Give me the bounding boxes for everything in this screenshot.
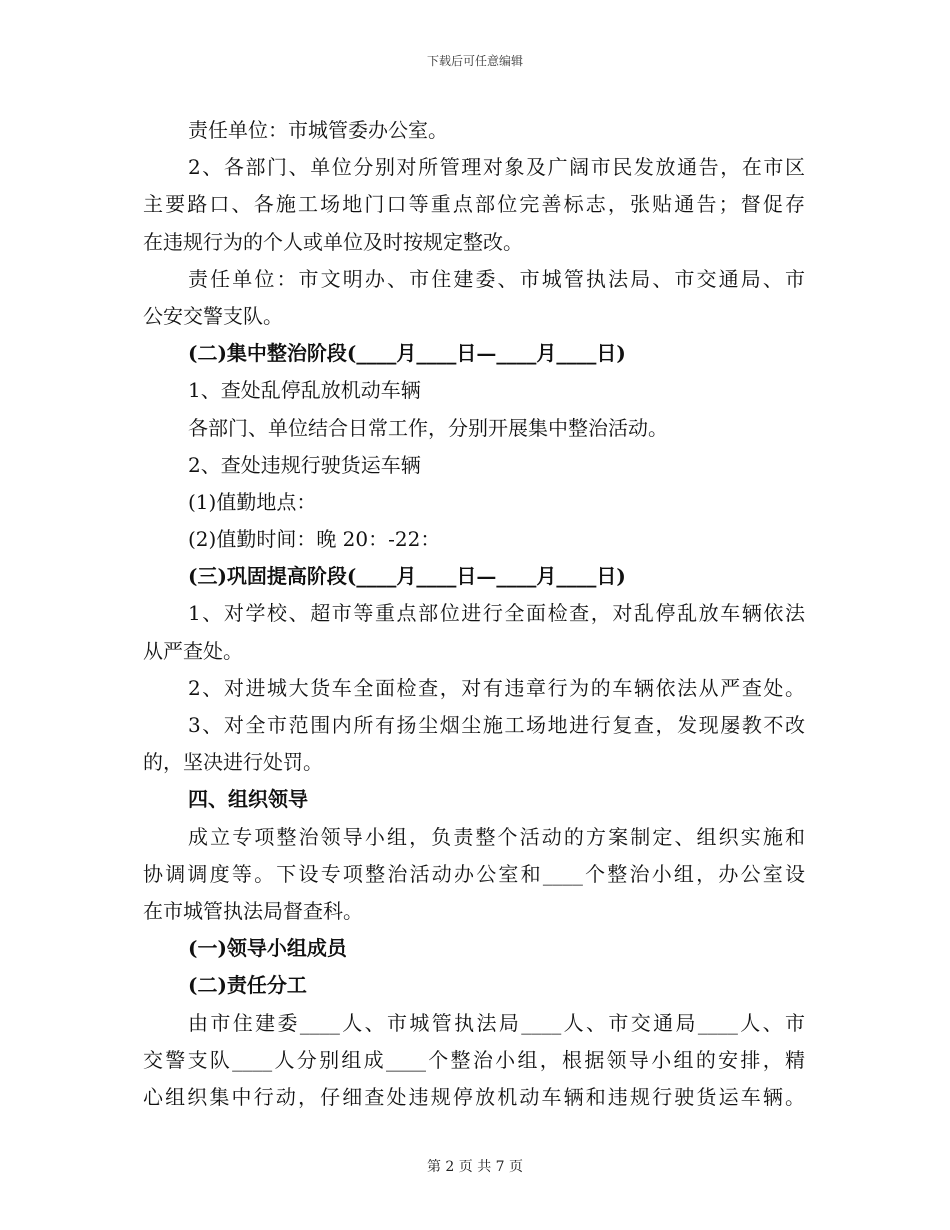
text-line: 由市住建委____人、市城管执法局____人、市交通局____人、市	[188, 1010, 805, 1035]
text-line: 责任单位：市文明办、市住建委、市城管执法局、市交通局、市	[188, 266, 805, 291]
page-footer: 第 2 页 共 7 页	[426, 1159, 524, 1175]
text-line: 各部门、单位结合日常工作，分别开展集中整治活动。	[188, 415, 668, 440]
text-line: 公安交警支队。	[143, 303, 283, 328]
text-line: 在违规行为的个人或单位及时按规定整改。	[143, 229, 523, 254]
section-heading: (二)集中整治阶段(____月____日—____月____日)	[188, 341, 626, 366]
text-line: (2)值勤时间：晚 20：-22：	[188, 527, 441, 552]
text-line: 2、对进城大货车全面检查，对有违章行为的车辆依法从严查处。	[188, 675, 805, 700]
text-line: 从严查处。	[143, 638, 243, 663]
section-heading: 四、组织领导	[188, 787, 308, 812]
text-line: 心组织集中行动，仔细查处违规停放机动车辆和违规行驶货运车辆。	[143, 1084, 805, 1109]
text-line: 1、对学校、超市等重点部位进行全面检查，对乱停乱放车辆依法	[188, 601, 805, 626]
text-line: (1)值勤地点：	[188, 489, 317, 514]
text-line: 协调调度等。下设专项整治活动办公室和____个整治小组，办公室设	[143, 861, 805, 886]
section-heading: (一)领导小组成员	[188, 936, 347, 961]
text-line: 主要路口、各施工场地门口等重点部位完善标志，张贴通告；督促存	[143, 192, 805, 217]
text-line: 交警支队____人分别组成____个整治小组，根据领导小组的安排，精	[143, 1047, 805, 1072]
section-heading: (二)责任分工	[188, 973, 307, 998]
page-header: 下载后可任意编辑	[426, 54, 523, 68]
text-line: 的，坚决进行处罚。	[143, 750, 323, 775]
text-line: 责任单位：市城管委办公室。	[188, 118, 448, 142]
text-line: 2、各部门、单位分别对所管理对象及广阔市民发放通告，在市区	[188, 155, 805, 180]
section-heading: (三)巩固提高阶段(____月____日—____月____日)	[188, 564, 626, 589]
text-line: 在市城管执法局督查科。	[143, 898, 363, 923]
text-line: 3、对全市范围内所有扬尘烟尘施工场地进行复查，发现屡教不改	[188, 713, 805, 737]
text-line: 2、查处违规行驶货运车辆	[188, 452, 421, 477]
document-body	[143, 112, 805, 1116]
text-line: 1、查处乱停乱放机动车辆	[188, 378, 421, 403]
text-line: 成立专项整治领导小组，负责整个活动的方案制定、组织实施和	[188, 824, 805, 849]
